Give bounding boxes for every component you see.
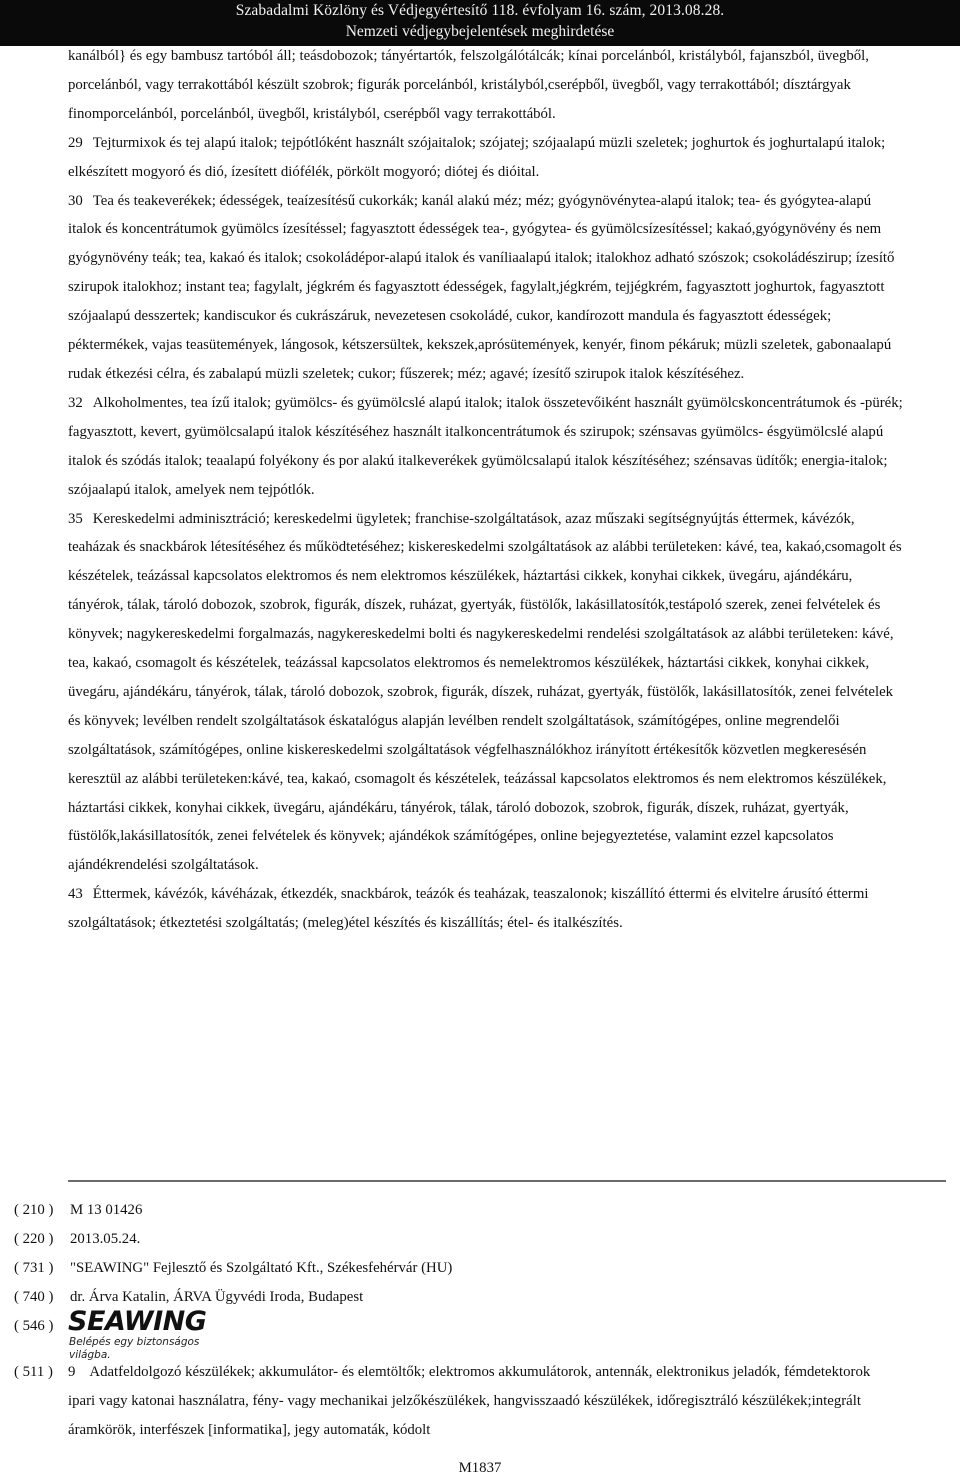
field-code: ( 511 ): [14, 1364, 53, 1380]
class-paragraph: [68, 187, 908, 389]
field-code: ( 210 ): [14, 1202, 54, 1218]
class-text: Adatfeldolgozó készülékek; akkumulátor- és elemtöltők; elektromos akkumulátorok, antennák, elektronikus jeladók, fémdetektorok ipari vagy katonai használatra, fény- vagy mechanikai jelzőkészülékek, hangvisszaadó készülékek, időregisztráló készülékek;integrált áramkörök, interfészek [informatika], jegy automaták, kódolt: [68, 1364, 871, 1438]
class-text: kanálból} és egy bambusz tartóból áll; teásdobozok; tányértartók, felszolgálótálcák; kínai porcelánból, kristályból, fajanszból, üvegből, porcelánból, vagy terrakottából készült szobrok; figurák porcelánból, kristályból,cserépből, üvegből, vagy terrakottából; dísztárgyak finomporcelánból, porcelánból, üvegből, kristályból, cserépből vagy terrakottából.: [68, 48, 869, 122]
field-code: ( 546 ): [14, 1318, 54, 1334]
logo-wordmark: SEAWING: [68, 1306, 207, 1337]
class-number: 35: [68, 510, 83, 527]
field-value: dr. Árva Katalin, ÁRVA Ügyvédi Iroda, Budapest: [70, 1289, 364, 1305]
class-number: 43: [68, 886, 83, 903]
class-paragraph: [68, 389, 908, 505]
field-546-mark-image: [14, 1315, 70, 1337]
field-731-applicant: [14, 1257, 452, 1279]
class-number: 30: [68, 192, 83, 209]
field-code: ( 740 ): [14, 1289, 54, 1305]
field-code: ( 220 ): [14, 1231, 54, 1247]
section-divider: [68, 1180, 946, 1182]
class-text: Tejturmixok és tej alapú italok; tejpótlóként használt szójaitalok; szójatej; szójaalapú müzli szeletek; joghurtok és joghurtalapú italok; elkészített mogyoró és dió, ízesített diófélék, pörkölt mogyoró; diótej és dióital.: [68, 134, 886, 180]
page-number: M1837: [458, 1460, 502, 1476]
class-paragraph: [68, 1358, 894, 1445]
field-value: M 13 01426: [70, 1202, 143, 1218]
field-511-classification: [14, 1358, 894, 1445]
page-header: [0, 0, 960, 46]
class-number: 29: [68, 134, 83, 151]
field-210-application-number: [14, 1199, 142, 1221]
section-title: Nemzeti védjegybejelentések meghirdetése: [345, 23, 615, 40]
class-text: Tea és teakeverékek; édességek, teaízesítésű cukorkák; kanál alakú méz; méz; gyógynövénytea-alapú italok; tea- és gyógytea-alapú italok és koncentrátumok gyümölcs ízesítéssel; fagyasztott édességek tea-, gyógytea- és gyümölcsízesítéssel; kakaó,gyógynövény és nem gyógynövény teák; tea, kakaó és italok; csokoládépor-alapú italok és vaníliaalapú italok; italokhoz adható szószok; csokoládészirup; ízesítő szirupok italokhoz; instant tea; fagylalt, jégkrém és fagyasztott édességek, fagylalt,jégkrém, tejjégkrém, fagyasztott joghurtok, fagyasztott szójaalapú desszertek; kandiscukor és cukrászáruk, nevezetesen csokoládé, cukor, kandírozott mandula és fagyasztott édességek; péktermékek, vajas teasütemények, lángosok, kétszersültek, kekszek,aprósütemények, kenyér, finom pékáruk; müzli szeletek, gabonaalapú rudak étkezési célra, és zabalapú müzli szeletek; cukor; fűszerek; méz; agavé; ízesítő szirupok italok készítéséhez.: [68, 192, 895, 382]
field-740-representative: [14, 1286, 363, 1308]
field-code: ( 731 ): [14, 1260, 54, 1276]
publication-title: Szabadalmi Közlöny és Védjegyértesítő 118. évfolyam 16. szám, 2013.08.28.: [235, 2, 725, 19]
class-paragraph: [68, 880, 908, 938]
class-paragraph: [68, 505, 908, 881]
trademark-logo: [68, 1306, 238, 1361]
logo-tagline: Belépés egy biztonságos világba.: [69, 1336, 200, 1361]
class-text: Kereskedelmi adminisztráció; kereskedelmi ügyletek; franchise-szolgáltatások, azaz műszaki segítségnyújtás éttermek, kávézók, teaházak és snackbárok létesítéséhez és működtetéséhez; kiskereskedelmi szolgáltatások az alábbi területeken: kávé, tea, kakaó,csomagolt és készételek, teázással kapcsolatos elektromos és nem elektromos készülékek, háztartási cikkek, konyhai cikkek, üvegáru, ajándékáru, tányérok, tálak, tároló dobozok, szobrok, figurák, díszek, ruházat, gyertyák, füstölők, lakásillatosítók,testápoló szerek, zenei felvételek és könyvek; nagykereskedelmi forgalmazás, nagykereskedelmi bolti és nagykereskedelmi rendelési szolgáltatások az alábbi területeken: kávé, tea, kakaó, csomagolt és készételek, teázással kapcsolatos elektromos és nemelektromos készülékek, háztartási cikkek, konyhai cikkek, üvegáru, ajándékáru, tányérok, tálak, tároló dobozok, szobrok, figurák, díszek, ruházat, gyertyák, füstölők, lakásillatosítók, zenei felvételek és könyvek; levélben rendelt szolgáltatások éskatalógus alapján levélben rendelt szolgáltatások, számítógépes, online megrendelői szolgáltatások, számítógépes, online kiskereskedelmi szolgáltatások végfelhasználókhoz irányított értékesítők közvetlen megkeresésén keresztül az alábbi területeken:kávé, tea, kakaó, csomagolt és készételek, teázással kapcsolatos elektromos és nem elektromos készülékek, háztartási cikkek, konyhai cikkek, üvegáru, ajándékáru, tányérok, tálak, tároló dobozok, szobrok, figurák, díszek, ruházat, gyertyák, füstölők,lakásillatosítók, zenei felvételek és könyvek; ajándékok számítógépes, online bejegyeztetése, valamint ezzel kapcsolatos ajándékrendelési szolgáltatások.: [68, 510, 902, 874]
class-paragraph-continued: [68, 42, 908, 129]
class-text: Éttermek, kávézók, kávéházak, étkezdék, snackbárok, teázók és teaházak, teaszalonok; kiszállító éttermi és elvitelre árusító éttermi szolgáltatások; étkeztetési szolgáltatás; (meleg)étel készítés és kiszállítás; étel- és italkészítés.: [68, 886, 869, 932]
class-text: Alkoholmentes, tea ízű italok; gyümölcs- és gyümölcslé alapú italok; italok összetevőiként használt gyümölcskoncentrátumok és -pürék; fagyasztott, kevert, gyümölcsalapú italok készítéséhez használt italkoncentrátumok és szirupok; szénsavas gyümölcs- ésgyümölcslé alapú italok és szódás italok; teaalapú folyékony és por alakú italkeverékek gyümölcsalapú italok készítéséhez; szénsavas üdítők; energia-italok; szójaalapú italok, amelyek nem tejpótlók.: [68, 394, 903, 498]
class-number: 9: [68, 1364, 76, 1380]
field-value: 2013.05.24.: [70, 1231, 141, 1247]
class-number: 32: [68, 394, 83, 411]
field-value: "SEAWING" Fejlesztő és Szolgáltató Kft., Székesfehérvár (HU): [70, 1260, 453, 1276]
class-paragraph: [68, 129, 908, 187]
field-220-filing-date: [14, 1228, 140, 1250]
goods-services-list: [68, 42, 908, 938]
